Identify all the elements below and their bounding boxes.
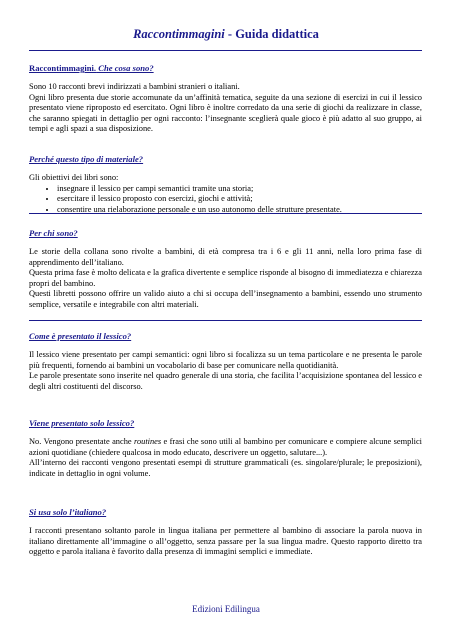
- section-divider: [29, 320, 422, 321]
- section-who-for: [29, 228, 422, 311]
- section-heading: Come è presentato il lessico?: [29, 331, 132, 341]
- paragraph: All’interno dei racconti vengono presentati esempi di strutture grammaticali (es. singolare/plurale; le preposizioni), indicate in dettaglio in ogni volume.: [29, 458, 422, 478]
- paragraph: Questa prima fase è molto delicata e la grafica divertente e semplice risponde al bisogno di immediatezza e chiarezza propri del bambino.: [29, 268, 422, 288]
- paragraph: Ogni libro presenta due storie accomunate da un’affinità tematica, seguite da una sezione di esercizi in cui il lessico presentato viene riproposto ed esercitato. Ogni libro è inoltre corredato da una serie di giochi da realizzare in classe, che saranno spiegati in dettaglio per ogni racconto: l’insegnante sceglierà quale gioco è più adatto al suo gruppo, ai tempi e agli spazi a sua disposizione.: [29, 92, 422, 134]
- list-item: • insegnare il lessico per campi semantici tramite una storia;: [57, 184, 422, 195]
- section-heading: Si usa solo l’italiano?: [29, 507, 107, 517]
- section-heading: Viene presentato solo lessico?: [29, 418, 135, 428]
- paragraph: Il lessico viene presentato per campi semantici: ogni libro si focalizza su un tema particolare e ne presenta le parole più frequenti, fornendo ai bambini un vocabolario di base per comunicare nella quotidianità.: [29, 350, 422, 370]
- section-only-lexicon: [29, 418, 422, 479]
- paragraph: I racconti presentano soltanto parole in lingua italiana per permettere al bambino di associare la parola nuova in italiano direttamente all’immagine o all’oggetto, senza passare per la sua lingua madre. Questo rapporto diretto tra oggetto e parola italiana è favorito dalla presenza di immagini semplici e immediate.: [29, 526, 422, 557]
- section-only-italian: [29, 507, 422, 558]
- list-item: • esercitare il lessico proposto con esercizi, giochi e attività;: [57, 194, 422, 205]
- section-divider: [29, 213, 422, 214]
- title-divider: [29, 50, 422, 51]
- paragraph: No. Vengono presentate anche routines e frasi che sono utili al bambino per comunicare e compiere alcune semplici azioni quotidiane (chiedere qualcosa in modo educato, descrivere un oggetto, salutare...).: [29, 437, 422, 457]
- paragraph: Gli obiettivi dei libri sono:: [29, 173, 119, 182]
- section-heading: Per chi sono?: [29, 228, 78, 238]
- document-title: [0, 27, 452, 42]
- section-heading: Perché questo tipo di materiale?: [29, 154, 144, 164]
- title-subtitle: - Guida didattica: [224, 27, 319, 41]
- section-what-are-they: [29, 63, 422, 135]
- paragraph: Sono 10 racconti brevi indirizzati a bambini stranieri o italiani.: [29, 82, 240, 91]
- section-heading: Raccontimmagini. Che cosa sono?: [29, 63, 154, 73]
- paragraph: Le parole presentate sono inserite nel quadro generale di una storia, che facilita l’acquisizione spontanea del lessico e degli altri costituenti del discorso.: [29, 371, 422, 391]
- title-series-name: Raccontimmagini: [133, 27, 225, 41]
- paragraph: Questi libretti possono offrire un valido aiuto a chi si occupa dell’insegnamento a bambini, essendo uno strumento semplice, versatile e integrabile con altri materiali.: [29, 289, 422, 309]
- footer-publisher: Edizioni Edilingua: [192, 604, 260, 614]
- list-item: • consentire una rielaborazione personale e un uso autonomo delle strutture presentate.: [57, 205, 422, 216]
- paragraph: Le storie della collana sono rivolte a bambini, di età compresa tra i 6 e gli 11 anni, nella loro prima fase di apprendimento dell’italiano.: [29, 247, 422, 267]
- section-how-lexicon: [29, 331, 422, 392]
- objectives-list: [29, 184, 422, 216]
- section-why-this-material: [29, 154, 422, 215]
